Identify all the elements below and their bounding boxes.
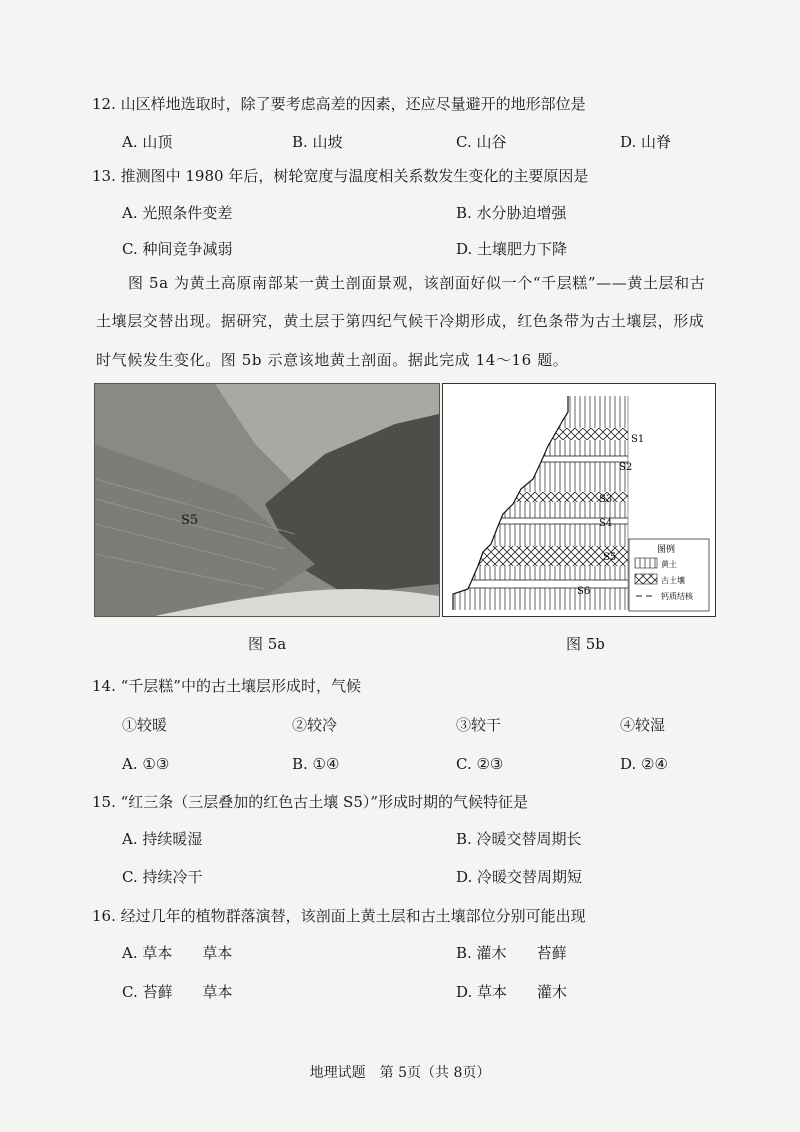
q12-option-a: A. 山顶	[122, 133, 173, 151]
q16-stem: 16. 经过几年的植物群落演替，该剖面上黄土层和古土壤部位分别可能出现	[92, 907, 586, 925]
q12-option-d: D. 山脊	[620, 133, 672, 151]
legend-label-nodule: 钙质结核	[661, 592, 693, 601]
layer-label-s5: S5	[603, 552, 617, 563]
legend-swatch-loess	[635, 558, 657, 568]
fig5b-caption: 图 5b	[566, 635, 605, 653]
page-footer: 地理试题 第 5页（共 8页）	[309, 1065, 491, 1081]
q14-choice-1: ①较暖	[122, 716, 168, 734]
q16-option-c: C. 苔藓 草本	[122, 983, 233, 1001]
q12-stem: 12. 山区样地选取时，除了要考虑高差的因素，还应尽量避开的地形部位是	[92, 95, 586, 113]
q14-choice-4: ④较湿	[620, 716, 666, 734]
q15-option-b: B. 冷暖交替周期长	[456, 830, 582, 848]
loess-photo-illustration	[95, 384, 439, 616]
legend-title: 图例	[657, 545, 676, 555]
layer-label-s2: S2	[619, 462, 633, 473]
legend-swatch-paleosol	[635, 574, 657, 584]
q14-option-a: A. ①③	[122, 755, 170, 773]
profile-diagram-svg	[443, 384, 715, 616]
q14-option-d: D. ②④	[620, 755, 668, 773]
q16-option-d: D. 草本 灌木	[456, 983, 568, 1001]
layer-label-s4: S4	[599, 518, 613, 529]
q12-option-c: C. 山谷	[456, 133, 507, 151]
fig5a-caption: 图 5a	[248, 635, 287, 653]
loess-profile-photo	[94, 383, 440, 617]
q15-option-d: D. 冷暖交替周期短	[456, 868, 583, 886]
q13-stem: 13. 推测图中 1980 年后，树轮宽度与温度相关系数发生变化的主要原因是	[92, 167, 589, 185]
q13-option-b: B. 水分胁迫增强	[456, 204, 567, 222]
q14-choice-2: ②较冷	[292, 716, 338, 734]
layer-label-s6: S6	[577, 586, 591, 597]
q14-stem: 14. “千层糕”中的古土壤层形成时，气候	[92, 677, 361, 695]
passage-line-3: 时气候发生变化。图 5b 示意该地黄土剖面。据此完成 14～16 题。	[96, 351, 569, 369]
q15-option-c: C. 持续冷干	[122, 868, 203, 886]
q15-option-a: A. 持续暖湿	[122, 830, 203, 848]
q15-stem: 15. “红三条（三层叠加的红色古土壤 S5）”形成时期的气候特征是	[92, 793, 529, 811]
q14-option-c: C. ②③	[456, 755, 504, 773]
layer-label-s3: S3	[599, 494, 613, 505]
legend-label-loess: 黄土	[661, 560, 677, 569]
layer-label-s1: S1	[631, 434, 645, 445]
q14-choice-3: ③较干	[456, 716, 502, 734]
q13-option-c: C. 种间竞争减弱	[122, 240, 233, 258]
q14-option-b: B. ①④	[292, 755, 340, 773]
legend-label-paleosol: 古土壤	[661, 576, 685, 585]
passage-line-1: 图 5a 为黄土高原南部某一黄土剖面景观，该剖面好似一个“千层糕”——黄土层和古	[128, 274, 706, 292]
loess-profile-diagram	[442, 383, 716, 617]
q16-option-a: A. 草本 草本	[122, 944, 233, 962]
q13-option-d: D. 土壤肥力下降	[456, 240, 568, 258]
diagram-legend	[629, 539, 709, 611]
q13-option-a: A. 光照条件变差	[122, 204, 233, 222]
passage-line-2: 土壤层交替出现。据研究，黄土层于第四纪气候干冷期形成，红色条带为古土壤层，形成	[96, 312, 705, 330]
q12-option-b: B. 山坡	[292, 133, 343, 151]
photo-label-s5: S5	[181, 513, 199, 528]
q16-option-b: B. 灌木 苔藓	[456, 944, 567, 962]
